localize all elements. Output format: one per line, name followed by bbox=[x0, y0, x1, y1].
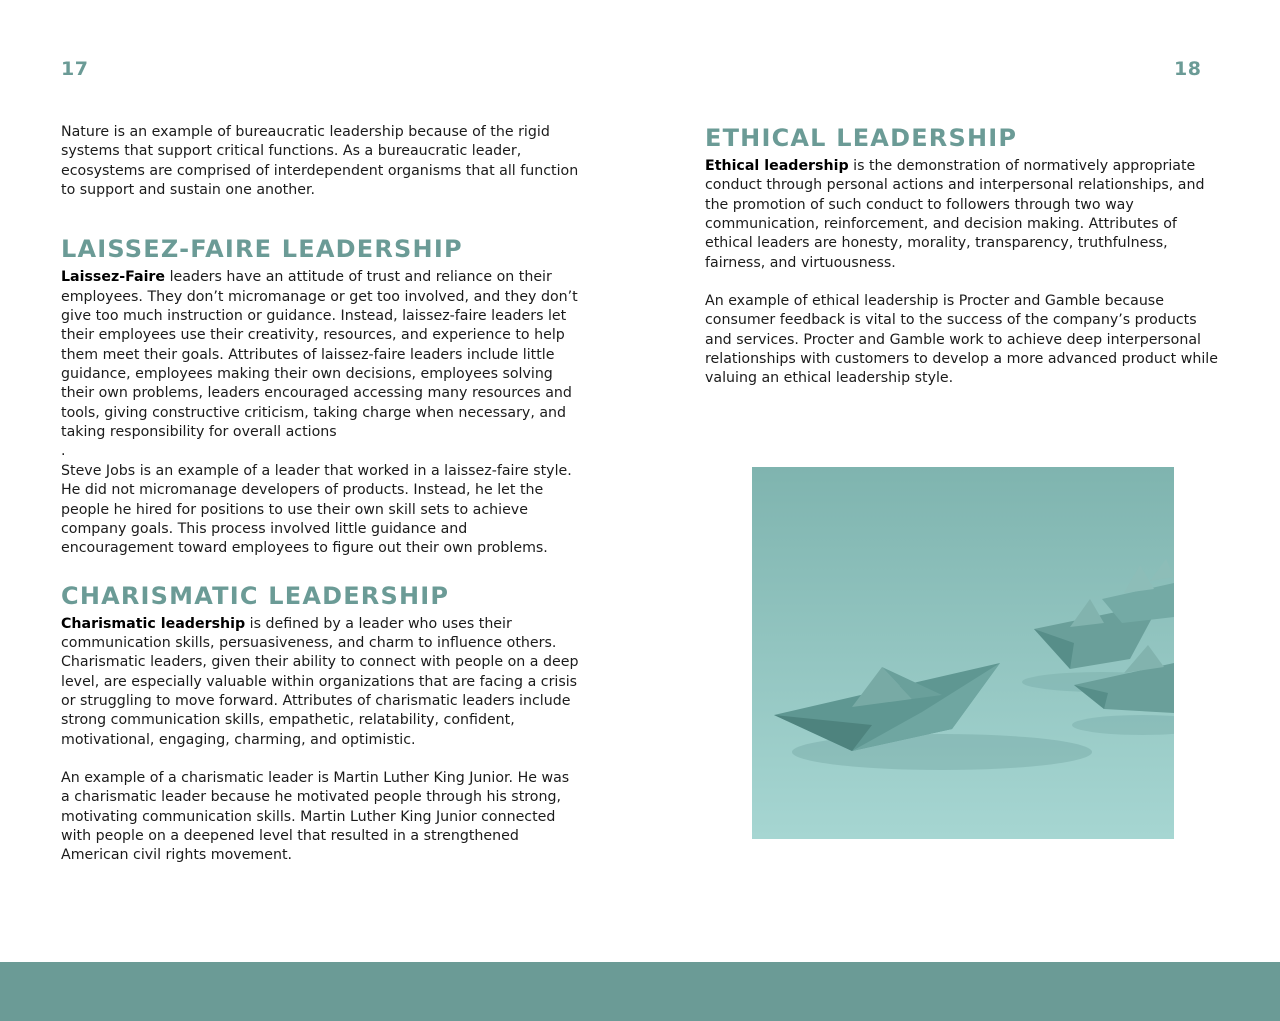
paragraph-gap bbox=[705, 273, 1225, 292]
paper-boats-illustration bbox=[752, 467, 1174, 839]
charismatic-example: An example of a charismatic leader is Martin Luther King Junior. He was a charismatic leader because he motivated people through his strong, motivating communication skills. Martin Luther King Junior connected with people on a deepened level that resulted in a strengthened American civil rights movement. bbox=[61, 769, 570, 864]
ethical-definition bbox=[705, 157, 1225, 273]
ethical-example: An example of ethical leadership is Procter and Gamble because consumer feedback is vital to the success of the company’s products and services. Procter and Gamble work to achieve deep interpersonal relationships with customers to develop a more advanced product while valuing an ethical leadership style. bbox=[705, 293, 1218, 387]
laissez-faire-definition bbox=[61, 268, 581, 442]
laissez-faire-definition-text: leaders have an attitude of trust and reliance on their employees. They don’t micromanage or get too involved, and they don’t give too much instruction or guidance. Instead, laissez-faire leaders let their employees use their creativity, resources, and experience to help them meet their goals. Attributes of laissez-faire leaders include little guidance, employees making their own decisions, employees solving their own problems, leaders encouraged accessing many resources and tools, giving constructive criticism, taking charge when necessary, and taking responsibility for overall actions bbox=[61, 269, 578, 441]
ethical-heading: ETHICAL LEADERSHIP bbox=[705, 124, 1018, 152]
paper-boats-image bbox=[752, 467, 1174, 839]
charismatic-heading: CHARISMATIC LEADERSHIP bbox=[61, 581, 450, 610]
stray-period: . bbox=[61, 443, 66, 460]
page-number-right: 18 bbox=[1174, 58, 1202, 80]
page-number-left: 17 bbox=[61, 58, 89, 80]
laissez-faire-heading: LAISSEZ-FAIRE LEADERSHIP bbox=[61, 235, 463, 264]
charismatic-definition bbox=[61, 615, 581, 750]
laissez-faire-example: Steve Jobs is an example of a leader that worked in a laissez-faire style. He did not micromanage developers of products. Instead, he let the people he hired for positions to use their own skill sets to achieve company goals. This process involved little guidance and encouragement toward employees to figure out their own problems. bbox=[61, 462, 572, 557]
paragraph-gap bbox=[61, 750, 581, 769]
intro-paragraph: Nature is an example of bureaucratic leadership because of the rigid systems that support critical functions. As a bureaucratic leader, ecosystems are comprised of interdependent organisms that all function to support and sustain one another. bbox=[61, 124, 579, 199]
right-page-column bbox=[705, 123, 1225, 389]
left-page-column bbox=[61, 123, 581, 866]
ethical-term: Ethical leadership bbox=[705, 158, 849, 174]
ethical-definition-text: is the demonstration of normatively appropriate conduct through personal actions and interpersonal relationships, and the promotion of such conduct to followers through two way communication, reinforcement, and decision making. Attributes of ethical leaders are honesty, morality, transparency, truthfulness, fairness, and virtuousness. bbox=[705, 158, 1205, 271]
charismatic-term: Charismatic leadership bbox=[61, 615, 246, 632]
charismatic-definition-text: is defined by a leader who uses their communication skills, persuasiveness, and charm to influence others. Charismatic leaders, given their ability to connect with people on a deep level, are especially valuable within organizations that are facing a crisis or struggling to move forward. Attributes of charismatic leaders include strong communication skills, empathetic, relatability, confident, motivational, engaging, charming, and optimistic. bbox=[61, 615, 579, 748]
footer-band bbox=[0, 962, 1280, 1021]
laissez-faire-term: Laissez-Faire bbox=[61, 269, 166, 286]
